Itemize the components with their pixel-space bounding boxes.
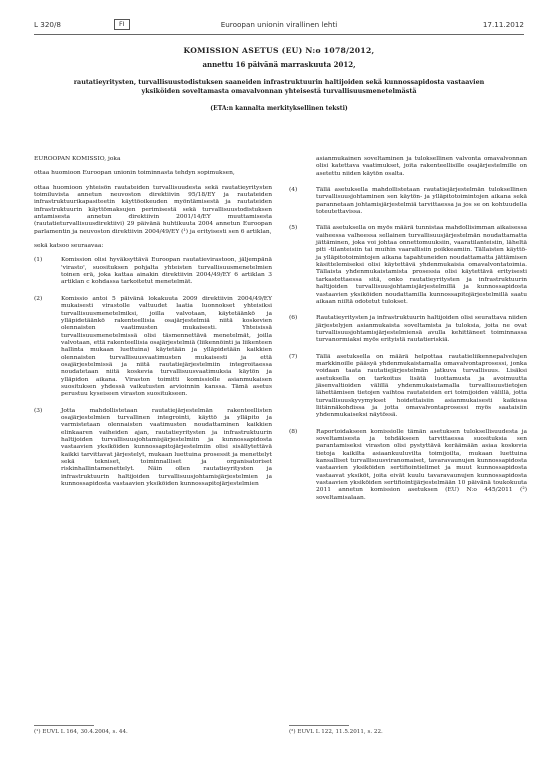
footnote-rule-right bbox=[289, 725, 349, 726]
recital-text: Komission olisi hyväksyttävä Euroopan rautatievirastoon, jäljempänä 'virasto', suosituksen pohjalta yhteisten turvallisuusmenetelmien toinen erä, joka kattaa ainakin direktiivin 2004/49/EY 6 artiklan 3 artiklan c kohdassa tarkoitetut menetelmät. bbox=[61, 257, 272, 286]
regulation-subject: rautatieyritysten, turvallisuustodistuksen saaneiden infrastruktuurin haltijoiden sekä kunnossapidosta vastaavien yksiköiden soveltamasta omavalvonnan yhteisestä turvallisuusmenetelmästä bbox=[73, 78, 485, 95]
recital-number: (8) bbox=[289, 428, 298, 435]
right-column bbox=[289, 156, 527, 511]
recital bbox=[289, 354, 527, 420]
recital bbox=[34, 408, 272, 489]
recital-text: Tällä asetuksella on määrä helpottaa rautatieliikennepalvelujen markkinoille pääsyä yhdenmukaistamalla omavalvontaprosessi, jonka voidaan taata rautatiejärjestelmän jatkuva turvallisuus. Lisäksi asetuksella on tarkoitus lisätä luottamusta ja avoimuutta jäsenvaltioiden välillä yhdenmukaistamalla turvallisuustietojen lähettämisen tietojen vaihtoa rautateiden eri toimijoiden välillä, jotta turvallisuuskyvymykset hoidettaisiin asianmukaisesti kaikissa liitännäkohdissa ja jotta omavalvontaprosessi myös saataisiin yhdenmukaiseksi näytössä. bbox=[316, 353, 527, 419]
recital-number: (2) bbox=[34, 295, 43, 302]
language-box: FI bbox=[114, 19, 130, 30]
footnote-right: (²) EUVL L 122, 11.5.2011, s. 22. bbox=[289, 729, 383, 735]
consideration-treaty: ottaa huomioon Euroopan unionin toiminnasta tehdyn sopimuksen, bbox=[34, 170, 235, 177]
recital-number: (6) bbox=[289, 315, 298, 322]
recital bbox=[289, 225, 527, 306]
recital-number: (4) bbox=[289, 187, 298, 194]
recital-number: (7) bbox=[289, 353, 298, 360]
commission-line: EUROOPAN KOMISSIO, joka bbox=[34, 156, 121, 162]
recital-continuation bbox=[289, 156, 527, 178]
recital-text: Rautatieyritysten ja infrastruktuurin haltijoiden olisi seurattava niiden järjestelyjen asianmukaista soveltamista ja tuloksia, joita ne ovat turvallisuusjohtamisjärjestelmiensä avulla kehittäneet toiminnassa turvanormiaksi myös erityistä rautatieriskiä. bbox=[316, 315, 527, 344]
regulation-date: annettu 16 päivänä marraskuuta 2012, bbox=[202, 60, 356, 69]
footnote-left: (¹) EUVL L 164, 30.4.2004, s. 44. bbox=[34, 729, 128, 735]
recital bbox=[289, 429, 527, 502]
title-block bbox=[70, 46, 488, 112]
journal-title: Euroopan unionin virallinen lehti bbox=[220, 20, 338, 29]
page-code: L 320/8 bbox=[34, 20, 62, 29]
eea-note: (ETA:n kannalta merkityksellinen teksti) bbox=[210, 105, 348, 112]
whereas-line: sekä katsoo seuraavaa: bbox=[34, 243, 104, 250]
footnote-rule-left bbox=[34, 725, 94, 726]
recital-text: Jotta mahdollistetaan rautatiejärjestelmän rakenteellisten osajärjestelmien turvallinen integrointi, käyttö ja ylläpito ja varmistetaan olennaisten vaatimusten noudattaminen kaikkien elinkaaren vaiheiden ajan, rautatieyritysten ja infrastruktuurin haltijoiden turvallisuusjohtamisjärjestelmiin ja kunnossapidosta vastaavien yksiköiden kunnossapitojärjestelmiin olisi sisällytettävä kaikki tarvittavat järjestelyt, mukaan luettuina prosessit ja menettelyt sekä tekniset, toiminnalliset ja organisatoriset riskinhallintamenettelyt. Näin ollen rautatieyritysten ja infrastruktuurin haltijoiden turvallisuusjohtamisjärjestelmien ja kunnossapidosta vastaavien yksiköiden kunnossapitojärjestelmien bbox=[61, 407, 272, 488]
recital bbox=[289, 187, 527, 216]
recital-number: (3) bbox=[34, 407, 43, 414]
recital-number: (5) bbox=[289, 225, 298, 232]
header-rule bbox=[34, 34, 524, 35]
left-column bbox=[34, 156, 272, 497]
recital-text: asianmukainen soveltaminen ja tuloksellinen valvonta omavalvonnan olisi katettava vaatimukset, joita rakenteellisille osajärjestelmille on asetettu niiden käytön osalta. bbox=[316, 156, 527, 177]
recital-text: Raportoidakseen komissiolle tämän asetuksen tuloksellisuudesta ja soveltamisesta ja tehdäkseen tarvittaessa suosituksia sen parantamiseksi viraston olisi pystyttävä keräämään asiaa koskevia tietoja kaikilta asiaankuuluvilta toimijoilta, mukaan luettuina kansalliset turvallisuusviranomaiset, tavaravaunujen kunnossapidosta vastaavien yksiköiden sertifiointielimet ja muut kunnossapidosta vastaavat yksiköt, joita eivät kuulu tavaravaunujen kunnossapidosta vastaavien yksiköiden sertifiointijärjestelmään 10 päivänä toukokuuta 2011 annetun komission asetuksen (EU) N:o 445/2011 (²) soveltamisalaan. bbox=[316, 428, 527, 501]
recital bbox=[289, 315, 527, 344]
recital-text: Tällä asetuksella on myös määrä tunnistaa mahdollisimman aikaisessa vaiheessa valheessa sellainen turvallisuusjärjestelmän noudattamatta jättäminen, joka voi johtaa onnettomuuksiin, vaaratilanteisiin, läheltä piti -tilanteisiin tai muihin vaarallisiin poikkeamiin. Tällaisten käyttö- ja ylläpitotoimintojen aikana tapahtuneiden noudattamatta jättämisen käsittelemiseksi olisi käytettävä yhdenmukaisia omavalvontatoimia. Tällaista yhdenmukaistamista prosessia olisi käytettävä erityisesti tarkastettaessa sitä, onko rautatieyritysten ja infrastruktuurin haltijoiden turvallisuusjohtamisjärjestelmillä ja kunnossapidosta vastaavien yksiköiden noudattamilla kunnossapitojärjestelmillä saatu aikaan niiltä odotetut tulokset. bbox=[316, 225, 527, 305]
recital bbox=[34, 296, 272, 399]
consideration-directive: ottaa huomioon yhteisön rautateiden turvallisuudesta sekä rautatieyritysten toimiluvista annetun neuvoston direktiivin 95/18/EY ja rautateiden infrastruktuurikapasiteetin käyttöoikeuden myöntämisestä ja rautateiden infrastruktuurin käyttömaksujen perimisestä sekä turvallisuustodistuksen antamisesta annetun direktiivin 2001/14/EY muuttamisesta (rautatieturvallisuusdirektiivi) 29 päivänä huhtikuuta 2004 annetun Euroopan parlamentin ja neuvoston direktiivin 2004/49/EY (¹) ja erityisesti sen 6 artiklan, bbox=[34, 184, 272, 235]
recital-text: Tällä asetuksella mahdollistetaan rautatiejärjestelmän tuloksellinen turvallisuusjohtaminen sen käytön- ja ylläpitotoimintojen aikana sekä parannetaan johtamisjärjestelmiä tarvittaessa ja jos se on kohtuudella toteutettavissa. bbox=[316, 187, 527, 216]
recital-text: Komissio antoi 5 päivänä lokakuuta 2009 direktiivin 2004/49/EY mukaisesti virastolle valtuudet laatia luonnokset yhteisiksi turvallisuusmenetelmiksi, joilla valvotaan, käytetäänkö ja ylläpidetäänkö rakenteellisia osajärjestelmiä niitä koskevien olennaisten vaatimusten mukaisesti. Yhteisissä turvallisuusmenetelmissä olisi täsmennettävä menetelmät, joilla valvotaan, että rakenteellisia osajärjestelmiä (liikennöinti ja liikenteen hallinta mukaan luettuina) käytetään ja ylläpidetään kaikkien olennaisten turvallisuusvaatimusten mukaisesti ja että osajärjestelmissä ja niitä rautatiejärjestelmiin integroitaessa noudatetaan niitä koskevia turvallisuusvaatimuksia käytön ja ylläpidon aikana. Viraston toimitti komissiolle asianmukaisen suosituksen yhdessä vaikutusten arvioinnin kanssa. Tämä asetus perustuu kyseiseen viraston suositukseen. bbox=[61, 295, 272, 398]
regulation-title: KOMISSION ASETUS (EU) N:o 1078/2012, bbox=[183, 46, 375, 55]
page-header bbox=[34, 20, 524, 32]
recital bbox=[34, 257, 272, 286]
recital-number: (1) bbox=[34, 257, 43, 264]
issue-date: 17.11.2012 bbox=[482, 20, 524, 29]
